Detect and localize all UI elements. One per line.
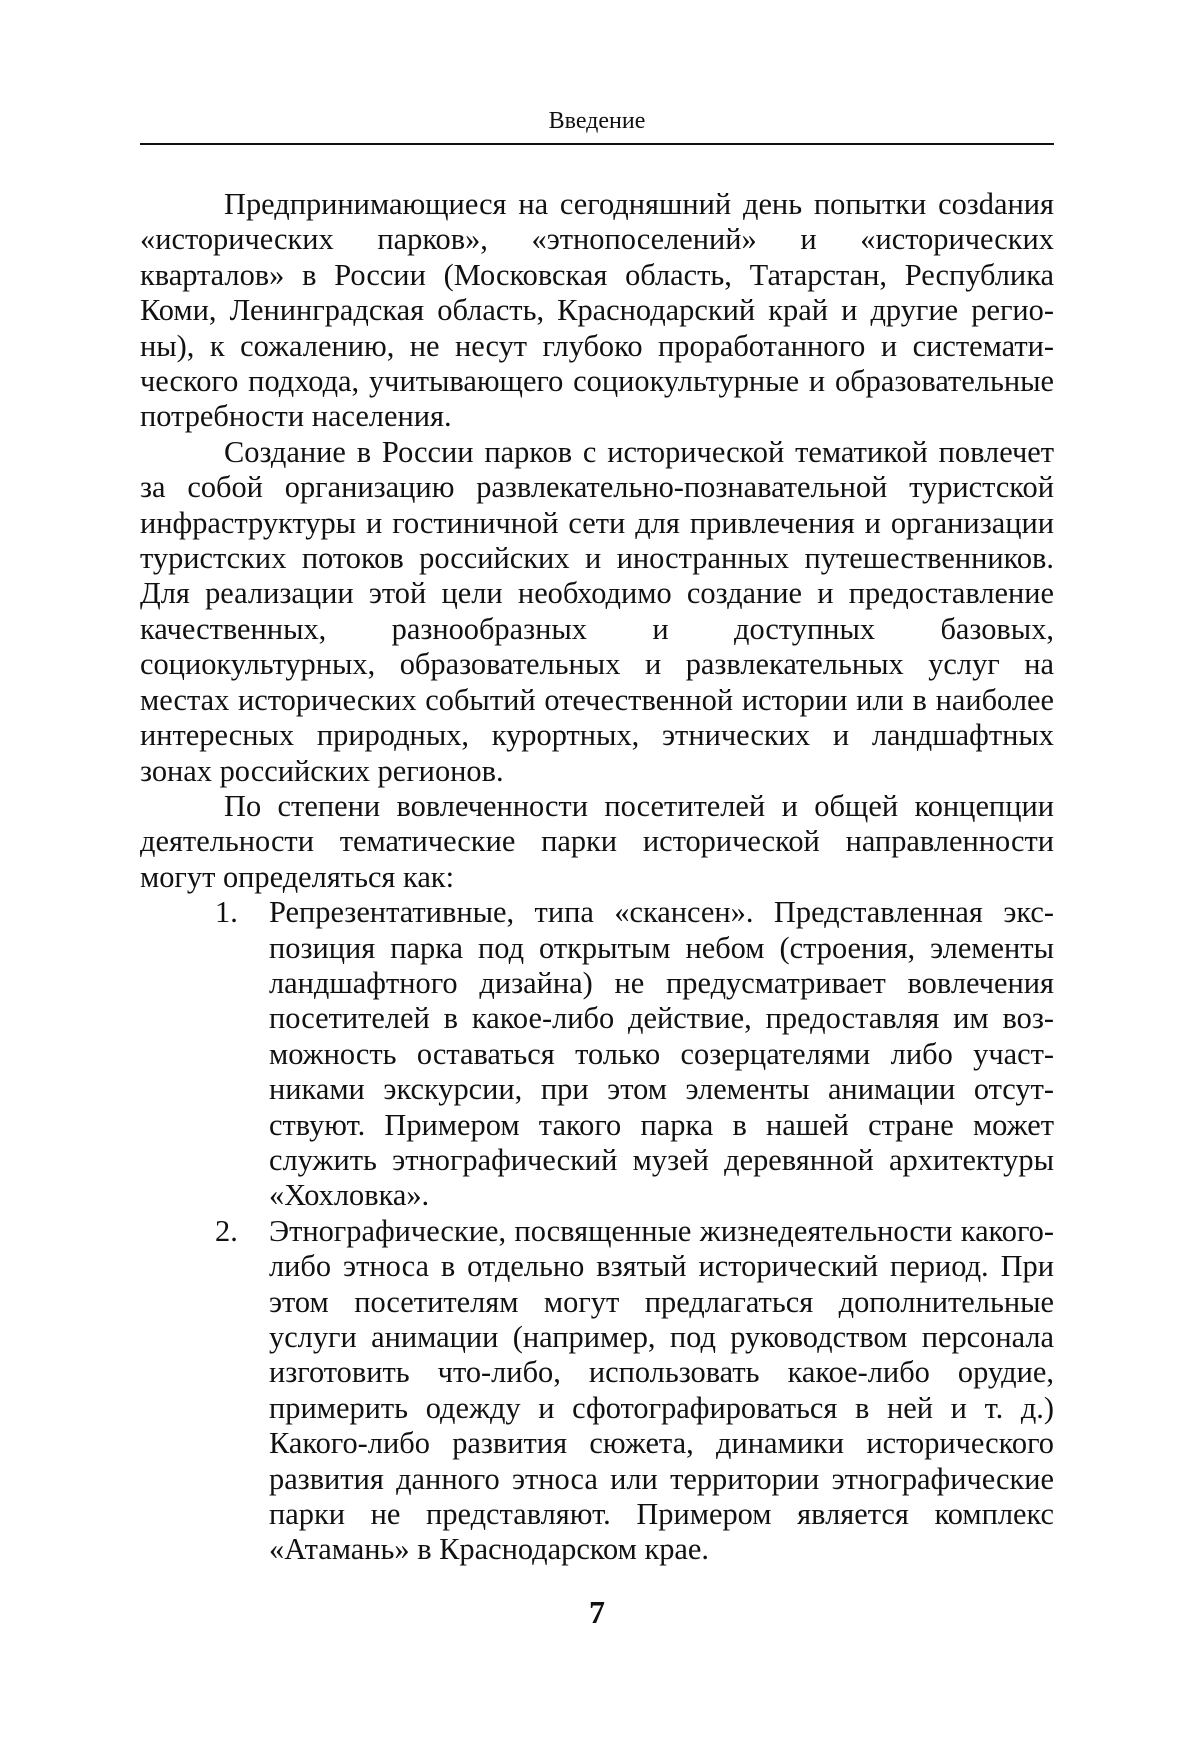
page-number: 7 (140, 1594, 1054, 1630)
paragraph: Предпринимающиеся на сегодняшний день попытки соз­dания «исторических парков», «этнопоселений» и «исторических кварталов» в России (Московская область, Татарстан, Республика Коми, Ленинградская область, Краснодарский край и другие регио­ны), к сожалению, не несут глубоко проработанного и системати­ческого подхода, учитывающего социокультурные и образовательные потребности населения. (140, 187, 1054, 435)
paragraph: Создание в России парков с исторической тематикой по­влечет за собой организацию развлекательно-познавательной ту­ристской инфраструктуры и гостиничной сети для привлечения и организации туристских потоков российских и иностранных пу­тешественников. Для реализации этой цели необходимо создание и предоставление качественных, разнообразных и доступных базо­вых, социокультурных, образовательных и развлекательных услуг на местах исторических событий отечественной истории или в наибо­лее интересных природных, курортных, этнических и ландшафтных зонах российских регионов. (140, 435, 1054, 789)
list-item-number: 2. (215, 1214, 238, 1249)
park-types-list (140, 895, 1054, 1568)
book-page (0, 0, 1200, 1739)
paragraph: По степени вовлеченности посетителей и общей концепции деятельности тематические парки исторической направленности могут определяться как: (140, 789, 1054, 895)
header-rule (140, 143, 1054, 145)
list-item-text: Этнографические, посвященные жизнедеятельности како­го-либо этноса в отдельно взятый исторический период. При этом посетителям могут предлагаться дополнитель­ные услуги анимации (например, под руководством пер­сонала изготовить что-либо, использовать какое-либо ору­дие, примерить одежду и сфотографироваться в ней и т. д.) Какого-либо развития сюжета, динамики исторического развития данного этноса или территории этнографические парки не представляют. Примером является комплекс «Атамань» в Краснодарском крае. (269, 1214, 1054, 1567)
list-item (269, 895, 1054, 1214)
list-item (269, 1214, 1054, 1568)
running-title: Введение (140, 106, 1054, 136)
list-item-number: 1. (215, 895, 238, 930)
list-item-text: Репрезентативные, типа «скансен». Представленная экс­позиция парка под открытым небом (строения, элементы ландшафтного дизайна) не предусматривает вовлечения посетителей в какое-либо действие, предоставляя им воз­можность оставаться только созерцателями либо участ­никами экскурсии, при этом элементы анимации отсут­ствуют. Примером такого парка в нашей стране может служить этнографический музей деревянной архитектуры «Хохловка». (269, 895, 1054, 1212)
body-text (140, 187, 1054, 1568)
